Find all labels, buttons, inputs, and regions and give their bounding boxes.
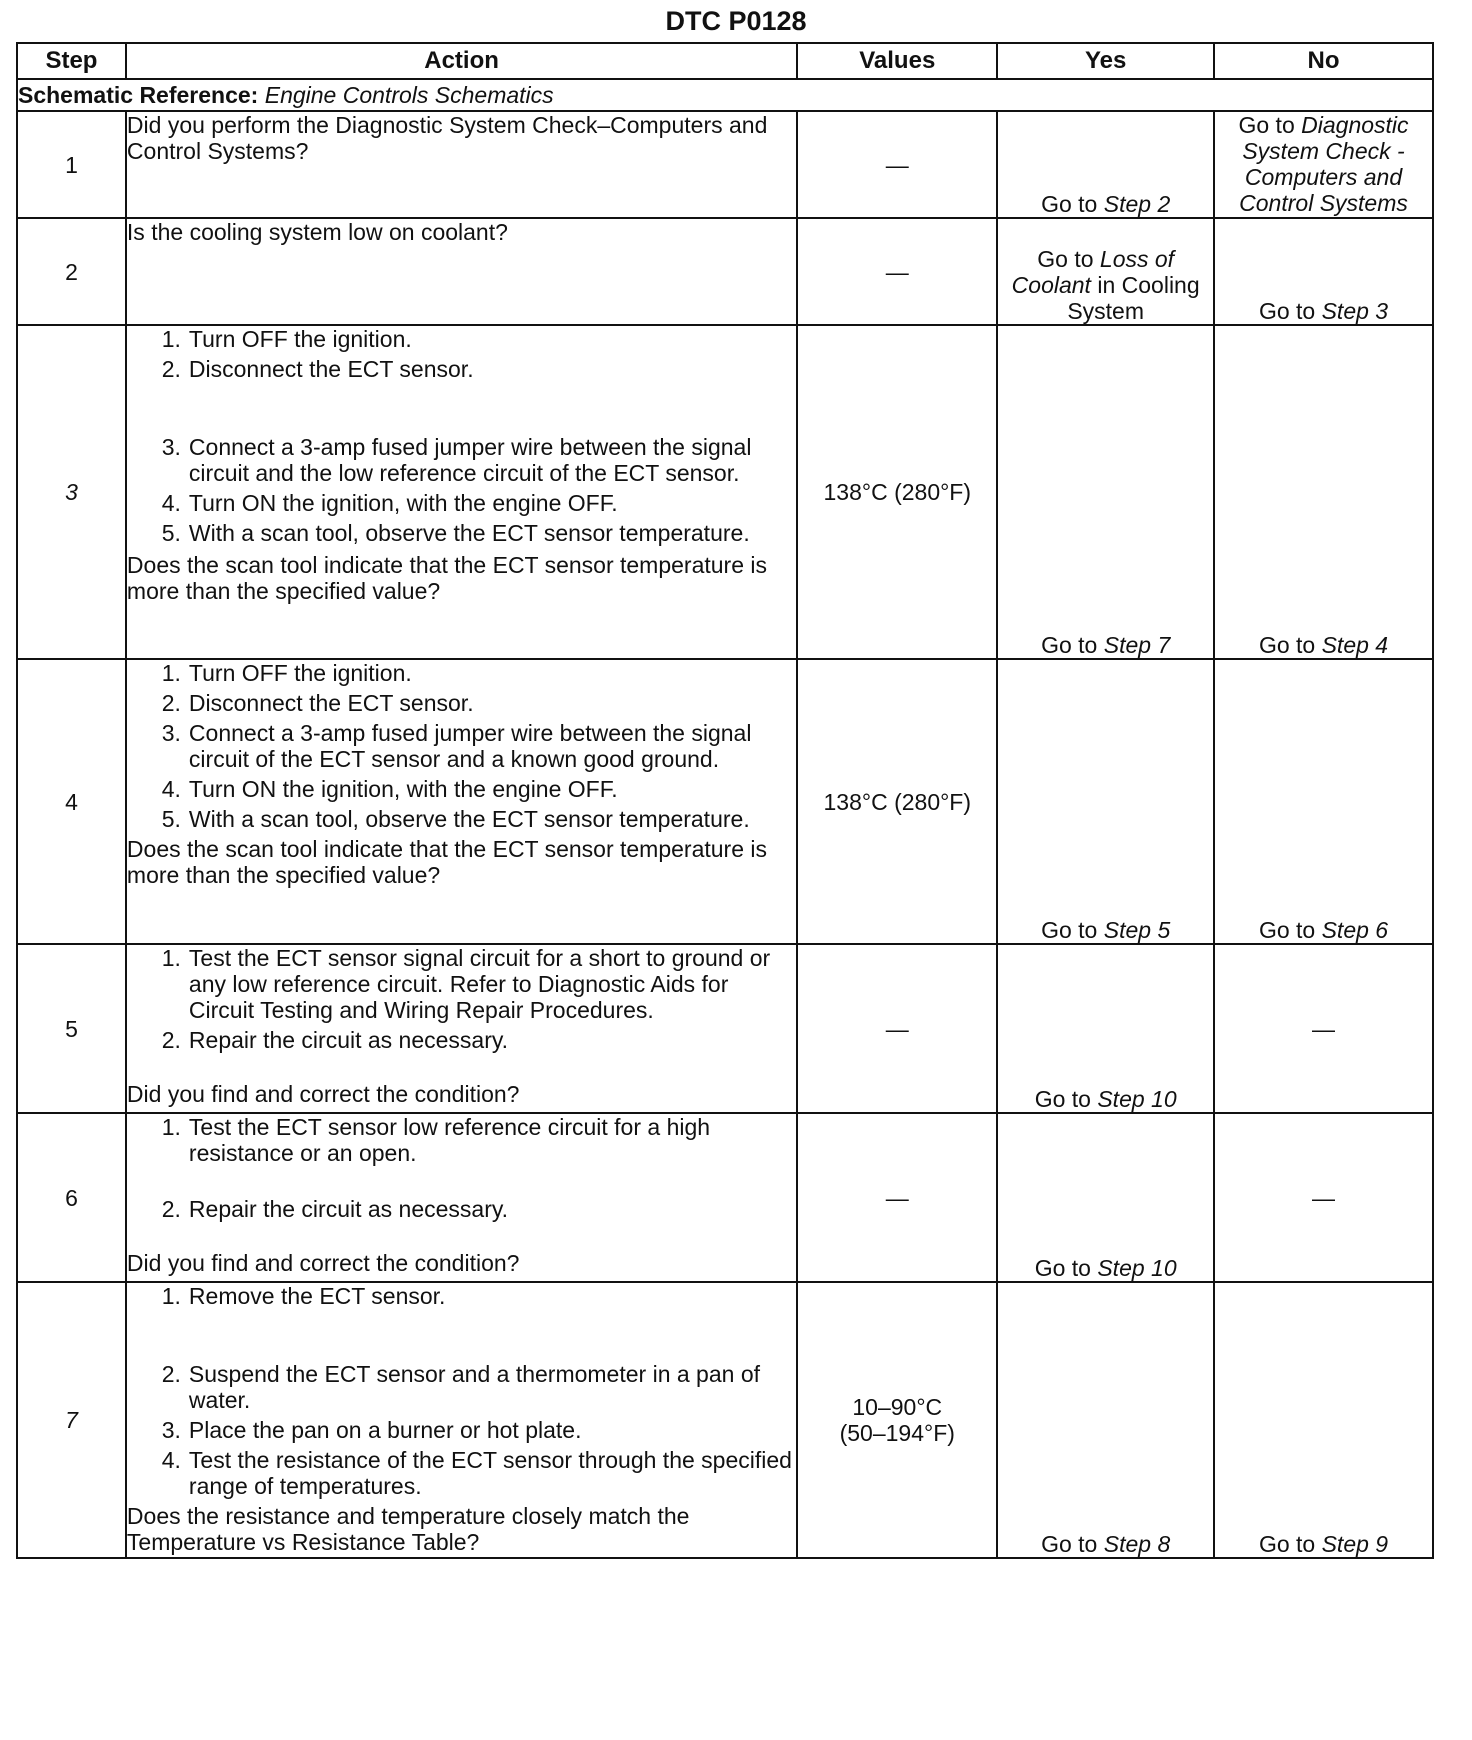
yes-cell <box>997 111 1214 218</box>
question-text: Did you perform the Diagnostic System Check–Computers and Control Systems? <box>126 112 768 164</box>
table-row <box>17 1113 1433 1282</box>
go-to-text: Go to <box>1258 1531 1316 1557</box>
step-number: 3 <box>17 325 126 659</box>
value-cell: — <box>797 944 997 1113</box>
list-item: 1. Turn OFF the ignition. <box>161 326 412 352</box>
no-link[interactable]: Step 4 <box>1321 632 1389 658</box>
go-to-text: Go to <box>1034 1086 1091 1112</box>
yes-cell <box>997 1282 1214 1558</box>
question-text: Did you find and correct the condition? <box>126 1081 520 1107</box>
value-cell: — <box>797 111 997 218</box>
no-cell <box>1214 218 1433 325</box>
list-item: 4. Turn ON the ignition, with the engine OFF. <box>161 490 618 516</box>
list-item: 3. Place the pan on a burner or hot plate. <box>161 1417 582 1443</box>
spacer <box>127 1053 796 1081</box>
list-item: 2. Repair the circuit as necessary. <box>161 1027 509 1053</box>
step-number: 5 <box>17 944 126 1113</box>
go-to-text: Go to <box>1041 632 1098 658</box>
value-line: (50–194°F) <box>839 1420 955 1446</box>
schematic-reference <box>17 79 1433 111</box>
yes-cell <box>997 218 1214 325</box>
go-to-text: Go to <box>1037 246 1094 272</box>
go-to-text: Go to <box>1238 112 1295 138</box>
action-cell <box>126 218 797 325</box>
go-to-text: Go to <box>1041 191 1098 217</box>
header-action: Action <box>126 43 797 79</box>
diagnostic-table <box>16 42 1434 1559</box>
action-cell <box>126 944 797 1113</box>
spacer <box>127 1309 796 1361</box>
no-cell: — <box>1214 1113 1433 1282</box>
table-row <box>17 944 1433 1113</box>
value-cell: — <box>797 218 997 325</box>
list-item: 2. Repair the circuit as necessary. <box>161 1196 509 1222</box>
no-cell <box>1214 659 1433 944</box>
action-cell <box>126 325 797 659</box>
list-item: 3. Connect a 3-amp fused jumper wire between the signal circuit of the ECT sensor and a known good ground. <box>161 720 752 772</box>
step-number: 2 <box>17 218 126 325</box>
header-step: Step <box>17 43 126 79</box>
value-cell <box>797 1282 997 1558</box>
no-link[interactable]: Step 9 <box>1321 1531 1389 1557</box>
substep-list <box>127 1114 796 1250</box>
no-cell <box>1214 1282 1433 1558</box>
no-cell <box>1214 111 1433 218</box>
list-item: 1. Turn OFF the ignition. <box>161 660 412 686</box>
yes-link[interactable]: Step 10 <box>1097 1086 1177 1112</box>
yes-suffix: in Cooling System <box>1067 272 1200 324</box>
yes-link[interactable]: Step 10 <box>1097 1255 1177 1281</box>
spacer <box>127 1166 796 1196</box>
table-row <box>17 218 1433 325</box>
header-values: Values <box>797 43 997 79</box>
yes-cell <box>997 1113 1214 1282</box>
header-yes: Yes <box>997 43 1214 79</box>
list-item: 3. Connect a 3-amp fused jumper wire between the signal circuit and the low reference circuit of the ECT sensor. <box>161 434 752 486</box>
substep-list <box>127 326 796 546</box>
value-line: 10–90°C <box>852 1394 943 1420</box>
step-number: 7 <box>17 1282 126 1558</box>
yes-link[interactable]: Step 8 <box>1103 1531 1171 1557</box>
value-cell: 138°C (280°F) <box>797 659 997 944</box>
action-cell <box>126 1113 797 1282</box>
question-text: Does the scan tool indicate that the ECT sensor temperature is more than the specified value? <box>126 552 768 604</box>
spacer <box>127 1222 796 1250</box>
no-link[interactable]: Step 3 <box>1321 298 1389 324</box>
question-text: Did you find and correct the condition? <box>126 1250 520 1276</box>
table-row <box>17 659 1433 944</box>
question-text: Does the scan tool indicate that the ECT sensor temperature is more than the specified value? <box>126 836 768 888</box>
list-item: 5. With a scan tool, observe the ECT sensor temperature. <box>161 520 750 546</box>
header-row <box>17 43 1433 79</box>
action-cell <box>126 1282 797 1558</box>
yes-link[interactable]: Step 7 <box>1103 632 1171 658</box>
table-row <box>17 111 1433 218</box>
list-item: 2. Disconnect the ECT sensor. <box>161 690 474 716</box>
list-item: 2. Suspend the ECT sensor and a thermometer in a pan of water. <box>161 1361 761 1413</box>
list-item: 1. Remove the ECT sensor. <box>161 1283 446 1309</box>
list-item: 5. With a scan tool, observe the ECT sensor temperature. <box>161 806 750 832</box>
substep-list <box>127 660 796 832</box>
value-cell: — <box>797 1113 997 1282</box>
yes-cell <box>997 325 1214 659</box>
yes-cell <box>997 659 1214 944</box>
action-cell <box>126 659 797 944</box>
schematic-row <box>17 79 1433 111</box>
yes-link[interactable]: Step 2 <box>1103 191 1171 217</box>
go-to-text: Go to <box>1041 1531 1098 1557</box>
table-row <box>17 325 1433 659</box>
yes-link[interactable]: Loss of Coolant <box>1011 246 1175 298</box>
no-cell: — <box>1214 944 1433 1113</box>
substep-list <box>127 945 796 1081</box>
schematic-label: Schematic Reference: <box>18 82 259 108</box>
action-cell <box>126 111 797 218</box>
yes-cell <box>997 944 1214 1113</box>
yes-link[interactable]: Step 5 <box>1103 917 1171 943</box>
header-no: No <box>1214 43 1433 79</box>
no-link[interactable]: Diagnostic System Check - Computers and Control Systems <box>1239 112 1409 216</box>
step-number: 4 <box>17 659 126 944</box>
go-to-text: Go to <box>1041 917 1098 943</box>
go-to-text: Go to <box>1258 298 1316 324</box>
substep-list <box>127 1283 796 1499</box>
go-to-text: Go to <box>1258 632 1316 658</box>
question-text: Is the cooling system low on coolant? <box>126 219 508 245</box>
go-to-text: Go to <box>1034 1255 1091 1281</box>
value-cell: 138°C (280°F) <box>797 325 997 659</box>
no-cell <box>1214 325 1433 659</box>
table-row <box>17 1282 1433 1558</box>
list-item: 4. Turn ON the ignition, with the engine OFF. <box>161 776 618 802</box>
step-number: 6 <box>17 1113 126 1282</box>
question-text: Does the resistance and temperature closely match the Temperature vs Resistance Table? <box>126 1503 690 1555</box>
page-title: DTC P0128 <box>665 6 807 36</box>
list-item: 1. Test the ECT sensor low reference circuit for a high resistance or an open. <box>161 1114 711 1166</box>
list-item: 1. Test the ECT sensor signal circuit for a short to ground or any low reference circuit. Refer to Diagnostic Aids for Circuit Testing and Wiring Repair Procedures. <box>161 945 771 1023</box>
go-to-text: Go to <box>1258 917 1316 943</box>
spacer <box>127 382 796 434</box>
list-item: 4. Test the resistance of the ECT sensor through the specified range of temperatures. <box>161 1447 792 1499</box>
schematic-link[interactable]: Engine Controls Schematics <box>264 82 554 108</box>
no-link[interactable]: Step 6 <box>1321 917 1389 943</box>
list-item: 2. Disconnect the ECT sensor. <box>161 356 474 382</box>
step-number: 1 <box>17 111 126 218</box>
